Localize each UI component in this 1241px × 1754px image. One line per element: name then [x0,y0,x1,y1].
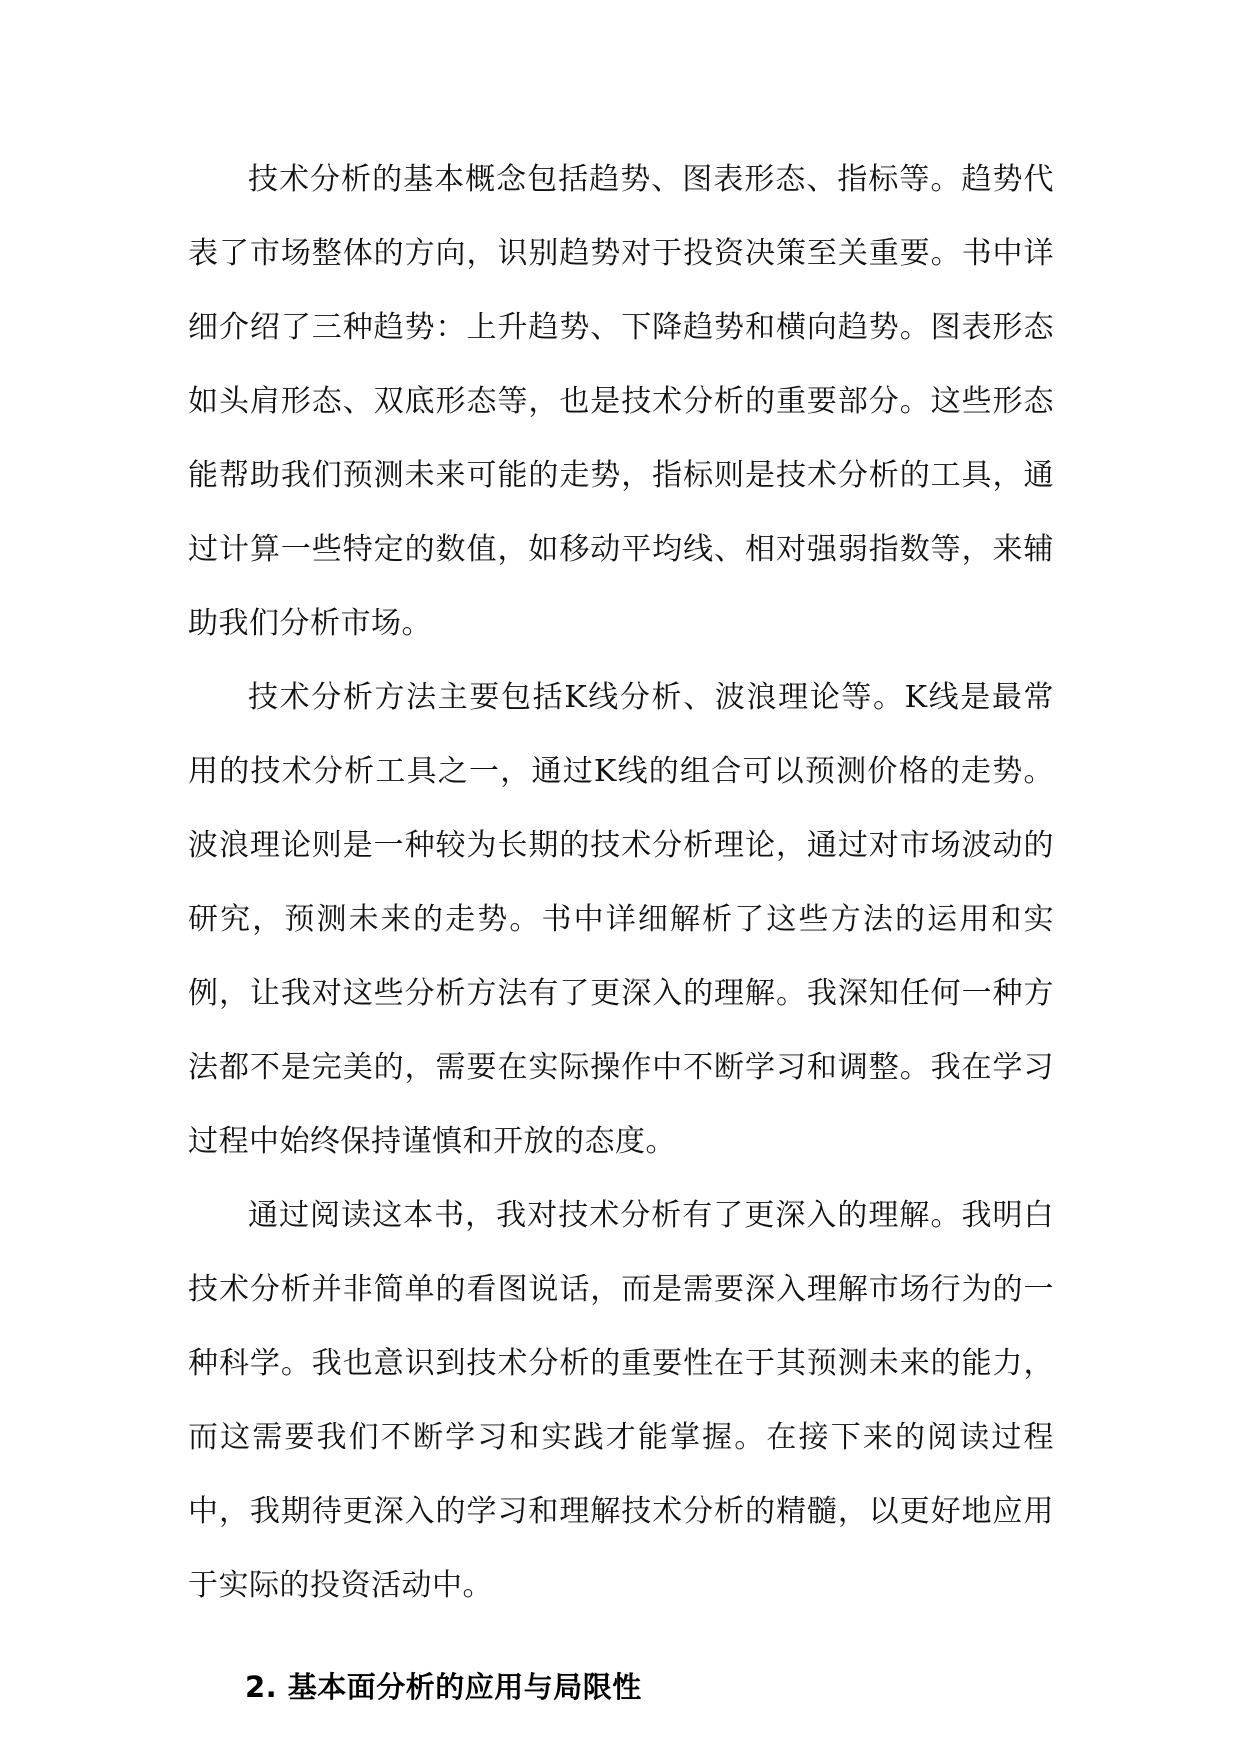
paragraph-technical-concepts: 技术分析的基本概念包括趋势、图表形态、指标等。趋势代表了市场整体的方向，识别趋势对于投资决策至关重要。书中详细介绍了三种趋势：上升趋势、下降趋势和横向趋势。图表形态如头肩形态、双底形态等，也是技术分析的重要部分。这些形态能帮助我们预测未来可能的走势，指标则是技术分析的工具，通过计算一些特定的数值，如移动平均线、相对强弱指数等，来辅助我们分析市场。 [188,162,1054,641]
page-content [188,143,1054,1707]
section-heading: 2. 基本面分析的应用与局限性 [245,1670,642,1704]
paragraph-reading-reflection: 通过阅读这本书，我对技术分析有了更深入的理解。我明白技术分析并非简单的看图说话，而是需要深入理解市场行为的一种科学。我也意识到技术分析的重要性在于其预测未来的能力，而这需要我们不断学习和实践才能掌握。在接下来的阅读过程中，我期待更深入的学习和理解技术分析的精髓，以更好地应用于实际的投资活动中。 [188,1198,1054,1603]
paragraph-technical-methods: 技术分析方法主要包括K线分析、波浪理论等。K线是最常用的技术分析工具之一，通过K线的组合可以预测价格的走势。波浪理论则是一种较为长期的技术分析理论，通过对市场波动的研究，预测未来的走势。书中详细解析了这些方法的运用和实例，让我对这些分析方法有了更深入的理解。我深知任何一种方法都不是完美的，需要在实际操作中不断学习和调整。我在学习过程中始终保持谨慎和开放的态度。 [188,680,1054,1159]
